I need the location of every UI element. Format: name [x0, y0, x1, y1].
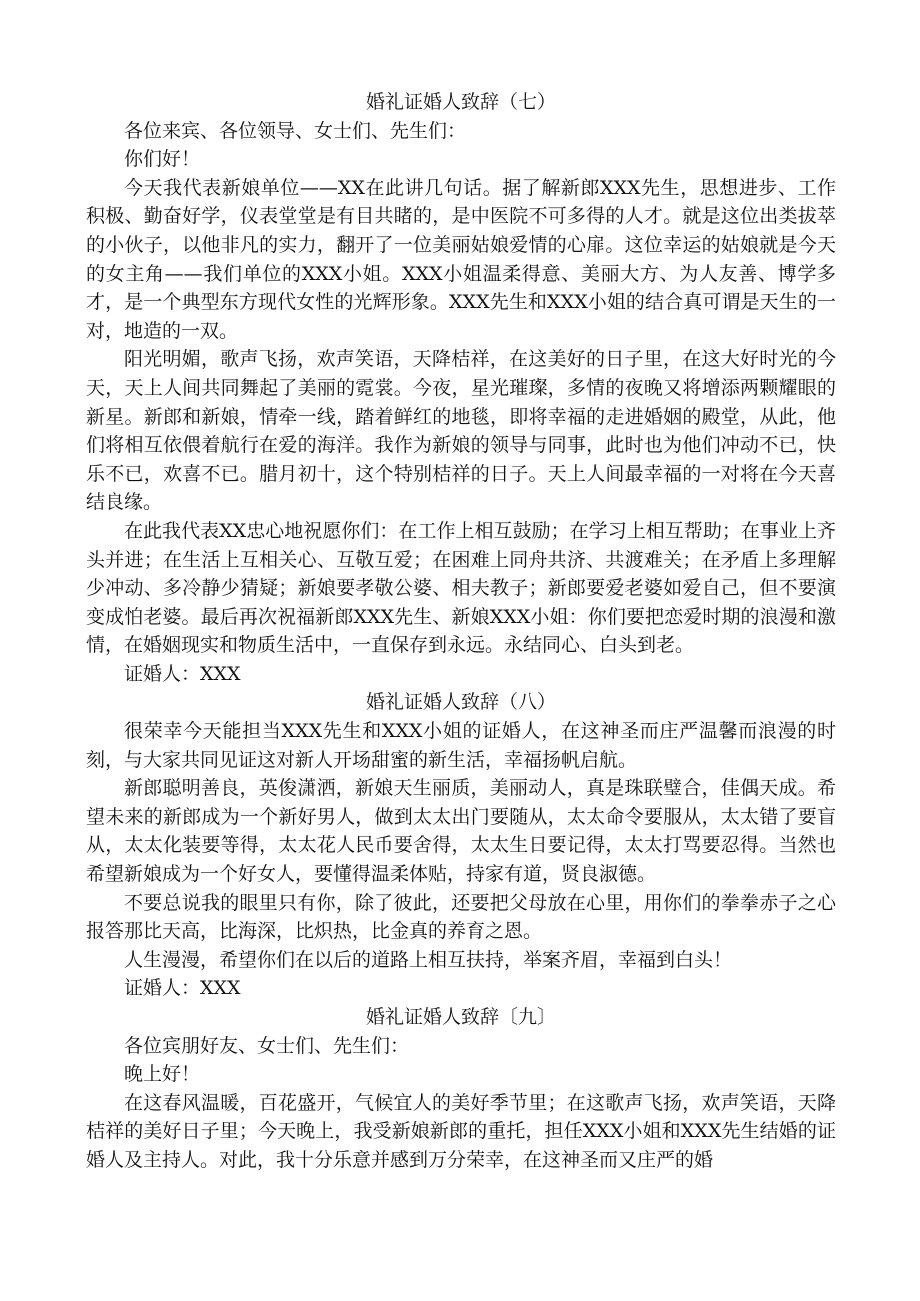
- paragraph: 阳光明媚，歌声飞扬，欢声笑语，天降桔祥，在这美好的日子里，在这大好时光的今天，天上人间共同舞起了美丽的霓裳。今夜，星光璀璨，多情的夜晚又将增添两颗耀眼的新星。新郎和新娘，情牵一线，踏着鲜红的地毯，即将幸福的走进婚姻的殿堂，从此，他们将相互依偎着航行在爱的海洋。我作为新娘的领导与同事，此时也为他们冲动不已，快乐不已，欢喜不已。腊月初十，这个特别桔祥的日子。天上人间最幸福的一对将在今天喜结良缘。: [86, 348, 836, 514]
- document-page: [86, 88, 836, 1175]
- greeting-line: 各位宾朋好友、女士们、先生们：: [124, 1034, 410, 1057]
- paragraph: 人生漫漫，希望你们在以后的道路上相互扶持，举案齐眉，幸福到白头！: [124, 948, 733, 971]
- section-title: 婚礼证婚人致辞〔九〕: [365, 1006, 556, 1028]
- salutation-line: 晚上好！: [124, 1063, 201, 1086]
- salutation-line: 你们好！: [124, 148, 201, 171]
- paragraph: 新郎聪明善良，英俊潇洒，新娘天生丽质，美丽动人，真是珠联璧合，佳偶天成。希望未来的新郎成为一个新好男人，做到太太出门要随从，太太命令要服从，太太错了要盲从，太太化装要等得，太太花人民币要舍得，太太生日要记得，太太打骂要忍得。当然也希望新娘成为一个好女人，要懂得温柔体贴，持家有道，贤良淑德。: [86, 777, 836, 886]
- section-title: 婚礼证婚人致辞（七）: [365, 91, 556, 113]
- paragraph: 很荣幸今天能担当XXX先生和XXX小姐的证婚人，在这神圣而庄严温馨而浪漫的时刻，与大家共同见证这对新人开场甜蜜的新生活，幸福扬帆启航。: [86, 720, 836, 771]
- paragraph: 不要总说我的眼里只有你，除了彼此，还要把父母放在心里，用你们的拳拳赤子之心报答那比天高，比海深，比炽热，比金真的养育之恩。: [86, 891, 836, 943]
- paragraph: 今天我代表新娘单位——XX在此讲几句话。据了解新郎XXX先生，思想进步、工作积极、勤奋好学，仪表堂堂是有目共睹的，是中医院不可多得的人才。就是这位出类拔萃的小伙子，以他非凡的实力，翻开了一位美丽姑娘爱情的心扉。这位幸运的姑娘就是今天的女主角——我们单位的XXX小姐。XXX小姐温柔得意、美丽大方、为人友善、博学多才，是一个典型东方现代女性的光辉形象。XXX先生和XXX小姐的结合真可谓是天生的一对，地造的一双。: [86, 176, 836, 342]
- paragraph: 在这春风温暖，百花盛开，气候宜人的美好季节里；在这歌声飞扬，欢声笑语，天降桔祥的美好日子里；今天晚上，我受新娘新郎的重托，担任XXX小姐和XXX先生结婚的证婚人及主持人。对此，我十分乐意并感到万分荣幸，在这神圣而又庄严的婚: [86, 1091, 836, 1171]
- signature-line: 证婚人：XXX: [124, 662, 241, 685]
- signature-line: 证婚人：XXX: [124, 977, 241, 1000]
- section-title: 婚礼证婚人致辞（八）: [365, 691, 556, 714]
- paragraph: 在此我代表XX忠心地祝愿你们：在工作上相互鼓励；在学习上相互帮助；在事业上齐头并进；在生活上互相关心、互敬互爱；在困难上同舟共济、共渡难关；在矛盾上多理解少冲动、多冷静少猜疑；新娘要孝敬公婆、相夫教子；新郎要爱老婆如爱自己，但不要演变成怕老婆。最后再次祝福新郎XXX先生、新娘XXX小姐：你们要把恋爱时期的浪漫和激情，在婚姻现实和物质生活中，一直保存到永远。永结同心、白头到老。: [86, 519, 836, 657]
- greeting-line: 各位来宾、各位领导、女士们、先生们：: [124, 119, 467, 142]
